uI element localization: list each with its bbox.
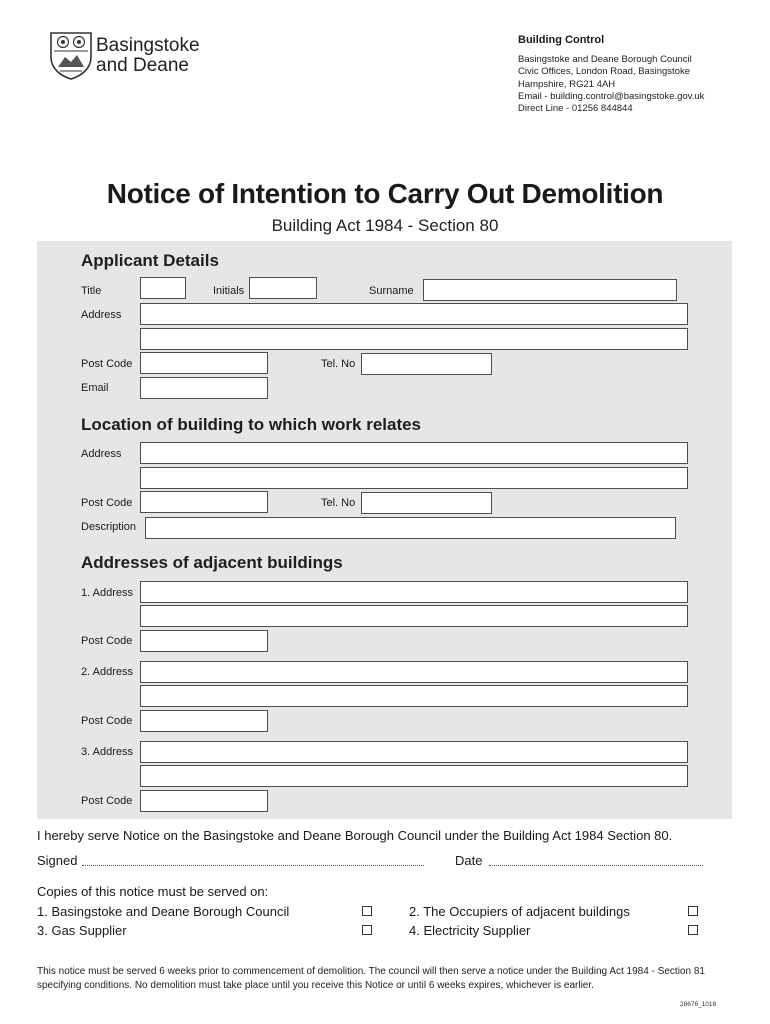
footer-note: This notice must be served 6 weeks prior to commencement of demolition. The council will then serve a notice under the Building Act 1984 - Section 81 specifying conditions. No demolition must take place until you receive this Notice or until 6 weeks expires, whichever is earlier. [37, 966, 705, 991]
adjacent-2-address-line-2[interactable] [140, 685, 688, 707]
email-label: Email [81, 382, 109, 394]
location-postcode-field[interactable] [140, 491, 268, 513]
contact-line: Civic Offices, London Road, Basingstoke [518, 66, 690, 78]
copies-heading: Copies of this notice must be served on: [37, 884, 269, 899]
title-field[interactable] [140, 277, 186, 299]
copy-item-council: 1. Basingstoke and Deane Borough Council [37, 904, 290, 919]
location-address-label: Address [81, 448, 122, 460]
adjacent-1-address-label: 1. Address [81, 587, 133, 599]
applicant-postcode-label: Post Code [81, 358, 133, 370]
logo-line-1: Basingstoke [96, 35, 200, 56]
applicant-address-label: Address [81, 309, 122, 321]
adjacent-3-address-line-2[interactable] [140, 765, 688, 787]
location-heading: Location of building to which work relates [81, 415, 422, 434]
applicant-heading: Applicant Details [81, 251, 219, 270]
adjacent-2-postcode-field[interactable] [140, 710, 268, 732]
adjacent-1-address-line-2[interactable] [140, 605, 688, 627]
department-heading: Building Control [518, 34, 605, 46]
date-label: Date [455, 853, 483, 868]
location-tel-label: Tel. No [321, 497, 356, 509]
signature-line[interactable] [82, 853, 424, 866]
location-postcode-label: Post Code [81, 497, 133, 509]
adjacent-1-postcode-label: Post Code [81, 635, 133, 647]
title-label: Title [81, 285, 102, 297]
adjacent-1-address-line-1[interactable] [140, 581, 688, 603]
adjacent-heading: Addresses of adjacent buildings [81, 553, 343, 572]
adjacent-3-postcode-label: Post Code [81, 795, 133, 807]
council-crest-logo [48, 29, 94, 81]
copy-council-checkbox[interactable] [362, 906, 372, 916]
form-title: Notice of Intention to Carry Out Demolition [106, 178, 664, 209]
adjacent-2-address-line-1[interactable] [140, 661, 688, 683]
date-line[interactable] [489, 853, 703, 866]
applicant-postcode-field[interactable] [140, 352, 268, 374]
copy-electricity-checkbox[interactable] [688, 925, 698, 935]
applicant-address-line-2[interactable] [140, 328, 688, 350]
contact-phone: Direct Line - 01256 844844 [518, 103, 633, 115]
location-address-line-2[interactable] [140, 467, 688, 489]
applicant-tel-field[interactable] [361, 353, 492, 375]
initials-label: Initials [213, 285, 245, 297]
logo-line-2: and Deane [96, 55, 189, 76]
copy-item-gas: 3. Gas Supplier [37, 923, 127, 938]
initials-field[interactable] [249, 277, 317, 299]
copy-gas-checkbox[interactable] [362, 925, 372, 935]
adjacent-3-postcode-field[interactable] [140, 790, 268, 812]
contact-block [518, 54, 704, 115]
form-subtitle: Building Act 1984 - Section 80 [271, 216, 499, 235]
email-field[interactable] [140, 377, 268, 399]
adjacent-2-address-label: 2. Address [81, 666, 133, 678]
applicant-tel-label: Tel. No [321, 358, 356, 370]
adjacent-2-postcode-label: Post Code [81, 715, 133, 727]
form-reference: 28676_1018 [680, 1001, 717, 1008]
copy-item-occupiers: 2. The Occupiers of adjacent buildings [409, 904, 630, 919]
copy-item-electricity: 4. Electricity Supplier [409, 923, 531, 938]
location-address-line-1[interactable] [140, 442, 688, 464]
contact-email: Email - building.control@basingstoke.gov.uk [518, 90, 705, 102]
description-field[interactable] [145, 517, 676, 539]
copy-occupiers-checkbox[interactable] [688, 906, 698, 916]
declaration-text: I hereby serve Notice on the Basingstoke and Deane Borough Council under the Building Act 1984 Section 80. [37, 828, 673, 843]
logo-wordmark [96, 36, 200, 76]
adjacent-1-postcode-field[interactable] [140, 630, 268, 652]
adjacent-3-address-label: 3. Address [81, 746, 133, 758]
signed-label: Signed [37, 853, 78, 868]
adjacent-3-address-line-1[interactable] [140, 741, 688, 763]
description-label: Description [81, 521, 137, 533]
surname-field[interactable] [423, 279, 677, 301]
contact-line: Hampshire, RG21 4AH [518, 78, 616, 90]
applicant-address-line-1[interactable] [140, 303, 688, 325]
contact-line: Basingstoke and Deane Borough Council [518, 54, 692, 65]
signature-row [37, 853, 727, 871]
surname-label: Surname [369, 285, 414, 297]
location-tel-field[interactable] [361, 492, 492, 514]
